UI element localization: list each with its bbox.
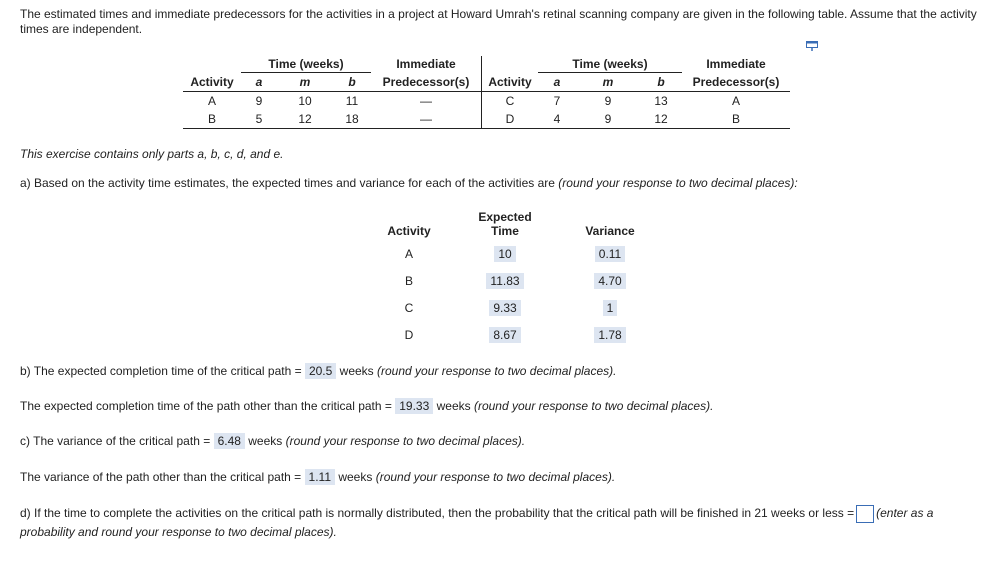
expected-time-answer[interactable]: 11.83 [486,273,523,289]
table-row [378,294,650,321]
a-cell: 4 [538,110,576,129]
part-a-prompt [20,176,798,190]
col-a-header: a [241,73,277,92]
activity-cell: A [207,94,216,108]
part-b2-text: The expected completion time of the path other than the critical path = [20,399,392,413]
m-cell: 10 [298,94,312,108]
critical-path-variance-answer[interactable]: 6.48 [214,433,245,449]
part-b-critical-path [20,363,616,379]
col-m-header: m [576,73,640,92]
table-row [183,110,790,129]
m-cell: 9 [604,94,612,108]
expected-header-line2: Time [491,224,519,238]
part-a-text: a) Based on the activity time estimates, the expected times and variance for each of the activities are [20,176,555,190]
part-c1-text: c) The variance of the critical path = [20,434,211,448]
col-a-header: a [538,73,576,92]
activity-cell: B [183,110,241,129]
copy-table-icon[interactable] [806,41,818,51]
expected-header-line1: Expected [478,210,532,224]
activity-cell: B [404,273,413,288]
col-m-header: m [277,73,333,92]
part-b-other-path [20,398,713,414]
expected-time-answer[interactable]: 8.67 [489,327,520,343]
activity-header-left: Activity [183,73,241,92]
part-d-probability [20,504,990,541]
exercise-note: This exercise contains only parts a, b, c, d, and e. [20,147,284,161]
time-header-left: Time (weeks) [241,56,371,73]
pred-cell: — [420,94,432,108]
project-table [183,56,790,129]
a-cell: 5 [241,110,277,129]
pred-cell: — [371,110,482,129]
part-b1-hint: (round your response to two decimal places). [377,364,617,378]
pred-cell: A [731,94,740,108]
part-c-other-variance [20,469,615,485]
pred-header-right-1: Immediate [706,57,766,72]
variance-answer[interactable]: 1 [603,300,618,316]
a-cell: 7 [553,94,561,108]
activity-header-right: Activity [482,73,539,92]
table-row [378,267,650,294]
part-c2-unit: weeks [338,470,373,484]
expected-time-answer[interactable]: 10 [494,246,515,262]
pred-header-right-2: Predecessor(s) [682,73,790,92]
part-b1-text: b) The expected completion time of the critical path = [20,364,302,378]
part-a-hint: (round your response to two decimal places): [558,176,798,190]
part-d-hint-1: (enter [876,506,908,520]
activity-cell: A [404,246,413,261]
answer-table [378,206,650,348]
a-cell: 9 [255,94,263,108]
variance-answer[interactable]: 4.70 [594,273,625,289]
b-cell: 11 [345,94,359,108]
part-b2-unit: weeks [436,399,471,413]
other-path-time-answer[interactable]: 19.33 [395,398,433,414]
table-row [183,92,790,111]
part-c2-hint: (round your response to two decimal places). [375,470,616,484]
variance-answer[interactable]: 1.78 [594,327,625,343]
activity-cell: C [404,300,414,315]
table-row [378,321,650,348]
b-cell: 12 [640,110,682,129]
pred-header-left-2: Predecessor(s) [371,73,482,92]
other-path-variance-answer[interactable]: 1.11 [305,469,335,485]
answer-col-variance: Variance [585,224,635,238]
part-b2-hint: (round your response to two decimal places). [473,399,714,413]
time-header-right: Time (weeks) [538,56,682,73]
part-b1-unit: weeks [339,364,374,378]
variance-answer[interactable]: 0.11 [595,246,625,262]
part-c-critical-variance [20,433,525,449]
m-cell: 9 [576,110,640,129]
intro-text: The estimated times and immediate predecessors for the activities in a project at Howard Umrah's retinal scanning company are given in the following table. Assume that the activity times are independent. [20,7,977,36]
activity-cell: C [482,92,539,111]
m-cell: 12 [277,110,333,129]
col-b-header: b [640,73,682,92]
b-cell: 13 [654,94,668,108]
pred-cell: B [682,110,790,129]
pred-header-left-1: Immediate [396,57,456,72]
part-d-hint-2: as a probability and round your response to two decimal places). [20,506,934,539]
answer-col-expected [440,206,570,240]
part-d-text: d) If the time to complete the activities on the critical path is normally distributed, then the probability that the critical path will be finished in 21 weeks or less = [20,506,855,520]
part-c1-unit: weeks [248,434,283,448]
part-c2-text: The variance of the path other than the critical path = [20,470,302,484]
col-b-header: b [333,73,371,92]
probability-answer-input[interactable] [856,505,874,523]
expected-time-answer[interactable]: 9.33 [489,300,520,316]
activity-cell: D [482,110,539,129]
critical-path-time-answer[interactable]: 20.5 [305,363,336,379]
table-row [378,240,650,267]
activity-cell: D [404,327,414,342]
b-cell: 18 [333,110,371,129]
answer-col-activity: Activity [387,224,431,238]
part-c1-hint: (round your response to two decimal places). [285,434,526,448]
